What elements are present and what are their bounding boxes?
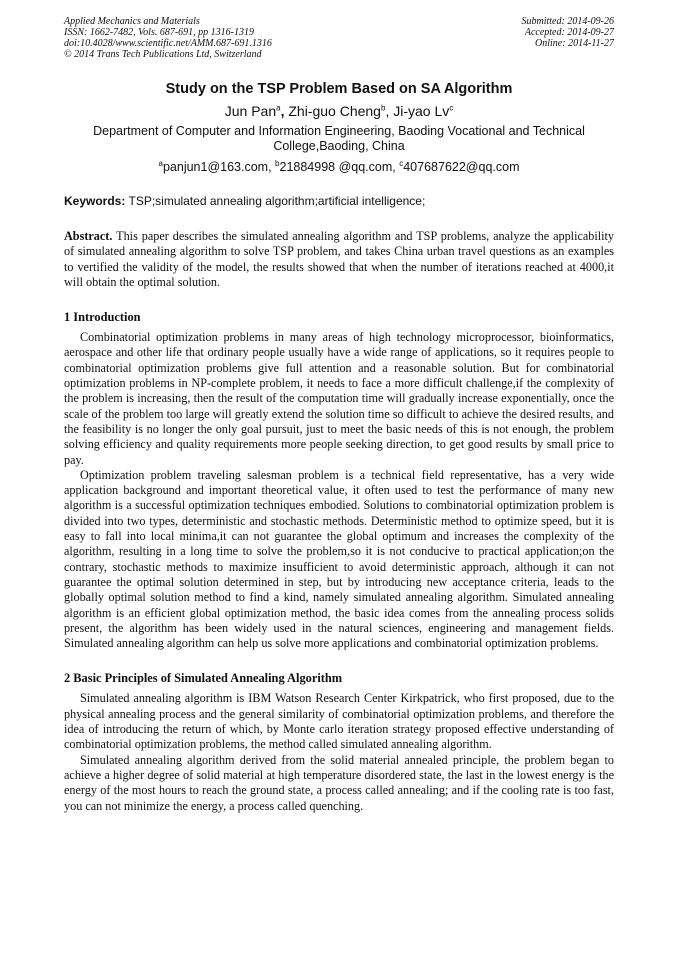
author-affiliation-mark: a: [276, 103, 281, 113]
publication-dates: [522, 16, 615, 60]
online-date: Online: 2014-11-27: [535, 38, 614, 49]
journal-name: Applied Mechanics and Materials: [64, 16, 200, 27]
abstract-text: This paper describes the simulated annealing algorithm and TSP problems, analyze the applicability of simulated annealing algorithm to solve TSP problem, and takes China urban travel questions as an examples to vertified the validity of the model, the results showed that when the number of iterations reached at 4000,it will obtain the optimal solution.: [64, 229, 615, 289]
publication-info: [64, 16, 272, 60]
keywords-text: TSP;simulated annealing algorithm;artificial intelligence;: [128, 194, 426, 208]
journal-header: [64, 16, 614, 60]
issn-line: ISSN: 1662-7482, Vols. 687-691, pp 1316-1319: [64, 27, 254, 38]
author-name: Zhi-guo Cheng: [288, 103, 381, 119]
email-address: 21884998 @qq.com,: [279, 160, 396, 174]
keywords: [64, 194, 614, 209]
body-paragraph: Simulated annealing algorithm derived from the solid material annealed principle, the problem began to achieve a higher degree of solid material at high temperature disordered state, the last in the lowest energy is the energy of the most hours to reach the ground state, a process called annealing; and if the cooling rate is too fast, you can not minimize the energy, a process called quenching.: [64, 752, 614, 813]
email-address: panjun1@163.com,: [162, 160, 272, 174]
accepted-date: Accepted: 2014-09-27: [524, 27, 614, 38]
copyright-line: © 2014 Trans Tech Publications Ltd, Switzerland: [64, 49, 262, 60]
doi-line: doi:10.4028/www.scientific.net/AMM.687-691.1316: [64, 38, 272, 49]
author-affiliation-mark: b: [380, 103, 386, 113]
email-mark: a: [158, 158, 163, 168]
email-list: [64, 160, 614, 175]
author-list: Jun Pan$^a$, Zhi-guo Cheng$^b$, Ji-yao Lv$^c$: [224, 103, 454, 119]
paper-title: Study on the TSP Problem Based on SA Algorithm: [165, 81, 513, 97]
abstract: [64, 229, 614, 290]
affiliation: Department of Computer and Information Engineering, Baoding Vocational and Technical College,Baoding, China: [93, 124, 585, 153]
email-mark: b: [275, 158, 280, 168]
body-paragraph: Simulated annealing algorithm is IBM Watson Research Center Kirkpatrick, who first proposed, due to the physical annealing process and the general similarity of combinatorial optimization problems, and therefore the idea of introducing the return of which, by Monte carlo iteration strategy proposed effective understanding of combinatorial optimization problems, the method called simulated annealing algorithm.: [64, 691, 614, 752]
keywords-label: Keywords:: [64, 194, 126, 208]
body-paragraph: Combinatorial optimization problems in many areas of high technology microprocessor, bioinformatics, aerospace and other life that ordinary people usually have a wide range of applications, so it requires people to combinatorial optimization problems give full attention and a reasonable solution. But for combinatorial optimization problems in NP-complete problem, it needs to face a more difficult challenge,if the complexity of the problem is increasing, then the result of the computation time will gradually increase exponentially, once the scale of the problem too large will greatly extend the solution time so difficult to achieve the desired results, and the feasibility is no longer the only goal pursuit, just to meet the basic needs of this is not enough, the problem solving efficiency and quality requirements more people seeking direction, to get good results by small price to pay.: [64, 330, 614, 467]
email-mark: c: [399, 158, 404, 168]
body-paragraph: Optimization problem traveling salesman problem is a technical field representative, has a very wide application background and important theoretical value, it often used to test the performance of many new algorithm is a successful optimization techniques embodied. Solutions to combinatorial optimization problem is divided into two types, deterministic and stochastic methods. Deterministic method to optimize speed, but it is easy to fall into local minima,it can not guarantee the global optimum and increases the complexity of the algorithm, resulting in a long time to solve the problem,so it is not conducive to practical application;on the contrary, stochastic methods to maximize insufficient to avoid deterministic approach, although it can not guarantee the optimal solution determined in step, but by introducing new acceptance criteria, leads to the globally optimal solution method to find a kind, namely simulated annealing algorithm. Simulated annealing algorithm is an efficient global optimization method, the basic idea comes from the annealing process solids present, the algorithm has been widely used in the natural sciences, engineering and management fields. Simulated annealing algorithm can help us solve more applications and combinatorial optimization problems.: [64, 467, 614, 651]
submitted-date: Submitted: 2014-09-26: [521, 16, 614, 27]
author-name: Jun Pan: [224, 103, 277, 119]
section-heading-basic-principles: 2 Basic Principles of Simulated Annealing Algorithm: [64, 671, 343, 686]
section-heading-introduction: 1 Introduction: [64, 310, 141, 325]
email-address: 407687622@qq.com: [403, 160, 520, 174]
author-affiliation-mark: c: [449, 103, 454, 113]
abstract-label: Abstract.: [64, 229, 113, 243]
author-name: Ji-yao Lv: [393, 103, 450, 119]
